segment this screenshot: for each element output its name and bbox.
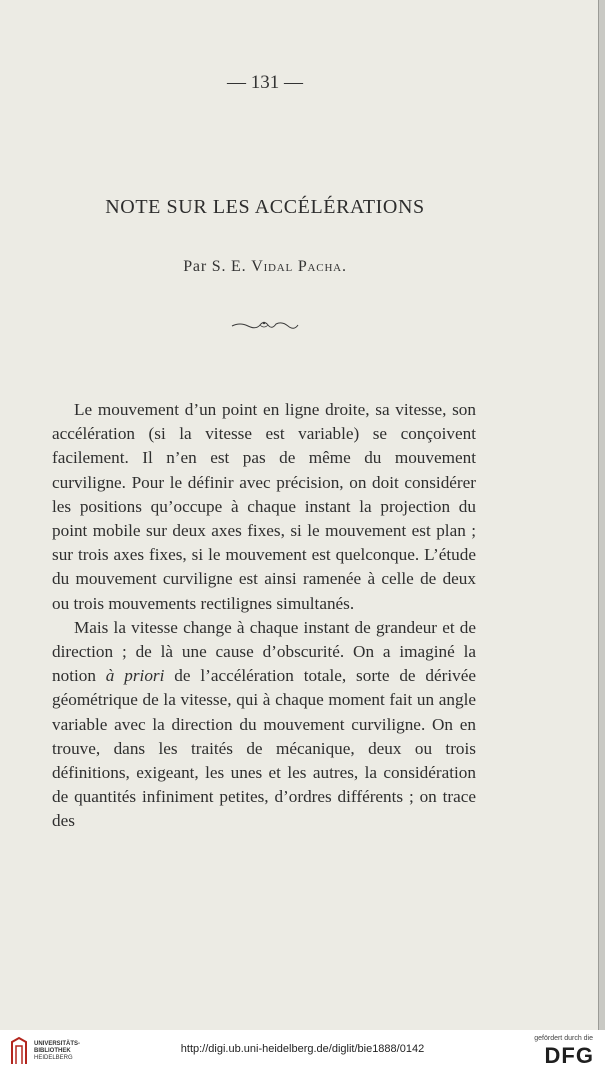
article-title: NOTE SUR LES ACCÉLÉRATIONS bbox=[105, 196, 425, 218]
permalink-url[interactable]: http://digi.ub.uni-heidelberg.de/diglit/bie1888/0142 bbox=[180, 1043, 425, 1055]
italic-phrase: à priori bbox=[105, 666, 165, 686]
paragraph: Le mouvement d’un point en ligne droite, sa vitesse, son accélération (si la vitesse est variable) se conçoivent facilement. Il n’en est pas de même du mouvement curviligne. Pour le définir avec précision, on doit considérer les positions qu’occupe à chaque instant la projection du point mobile sur deux axes fixes, si le mouvement est plan ; sur trois axes fixes, si le mouvement est quelconque. L’étude du mouvement curviligne est ainsi ramenée à celle de deux ou trois mouvements rectilignes simultanés. bbox=[52, 400, 476, 613]
funding-note: gefördert durch die bbox=[534, 1035, 593, 1042]
library-name[interactable]: UNIVERSITÄTS- BIBLIOTHEK HEIDELBERG bbox=[34, 1041, 81, 1061]
body-text bbox=[52, 398, 476, 834]
dfg-logo[interactable]: DFG bbox=[544, 1043, 594, 1068]
author-suffix: . bbox=[341, 258, 347, 275]
author-line bbox=[0, 258, 530, 276]
author-prefix: Par S. E. bbox=[183, 258, 252, 275]
author-name: Vidal Pacha bbox=[251, 258, 342, 275]
viewer-footer bbox=[0, 1030, 605, 1072]
page-number: — 131 — bbox=[227, 72, 303, 93]
ornament-icon bbox=[230, 318, 300, 332]
paragraph: Mais la vitesse change à chaque instant de grandeur et de direction ; de là une cause d’obscurité. On a imaginé la notion à priori de l’accélération totale, sorte de dérivée géométrique de la vitesse, qui à chaque moment fait un angle variable avec la direction du mouvement curviligne. On en trouve, dans les traités de mécanique, deux ou trois définitions, exigeant, les unes et les autres, la considération de quantités infiniment petites, d’ordres différents ; on trace des bbox=[52, 617, 476, 831]
